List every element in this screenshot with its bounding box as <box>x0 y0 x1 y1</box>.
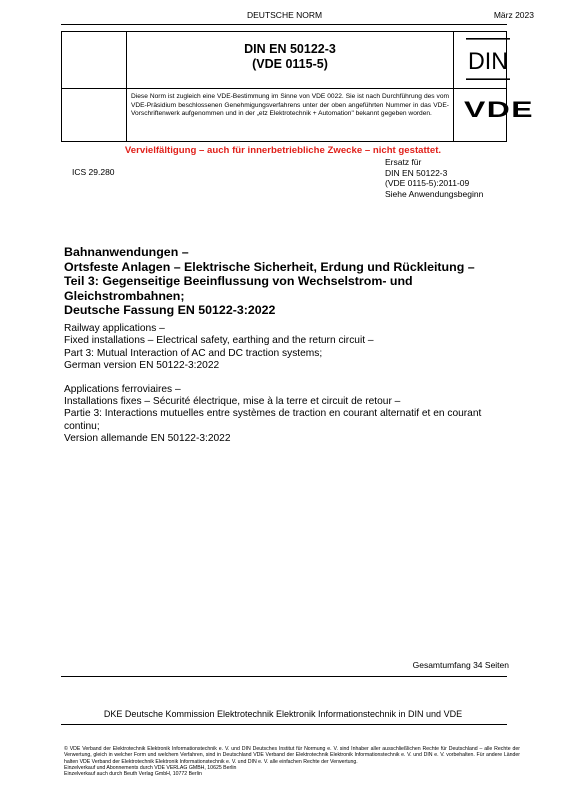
vde-logo-icon <box>464 97 536 121</box>
footer-rule-bottom <box>61 724 507 725</box>
total-pages: Gesamtumfang 34 Seiten <box>412 660 509 670</box>
title-english-line: Railway applications – <box>64 323 165 334</box>
ics-code: ICS 29.280 <box>72 167 115 177</box>
title-english-line: German version EN 50122-3:2022 <box>64 360 220 372</box>
sales-info: Einzelverkauf und Abonnements durch VDE VERLAG GMBH, 10625 Berlin <box>64 764 237 771</box>
title-french-line: Version allemande EN 50122-3:2022 <box>64 432 231 444</box>
vde-number: (VDE 0115-5) <box>252 57 328 71</box>
replacement-info <box>385 157 483 199</box>
title-german-line: Gleichstrombahnen; <box>64 288 185 303</box>
svg-text:VDE: VDE <box>464 97 534 121</box>
replacement-line: Ersatz für <box>385 157 422 167</box>
replacement-line: (VDE 0115-5):2011-09 <box>385 178 470 189</box>
title-german-line: Teil 3: Gegenseitige Beeinflussung von Wechselstrom- und <box>64 274 413 289</box>
header-rule <box>61 24 507 25</box>
title-french <box>64 384 509 445</box>
title-german <box>64 245 504 318</box>
din-logo-icon <box>466 38 510 80</box>
title-english-line: Part 3: Mutual Interaction of AC and DC traction systems; <box>64 347 323 359</box>
doc-number-cell <box>126 32 454 88</box>
din-logo <box>466 38 510 80</box>
replacement-line: Siehe Anwendungsbeginn <box>385 188 484 199</box>
copyright-text: © VDE Verband der Elektrotechnik Elektronik Informationstechnik e. V. und DIN Deutsches Institut für Normung e. V. sind Inhaber aller ausschließlichen Rechte für Deutschland – alle Rechte der Verwertung, gleich in welcher Form und welchem Verfahren, sind in Deutschland VDE Verband der Elektrotechnik Elektronik Informationstechnik e. V. und DIN e. V. vorbehalten. Für andere Länder halten VDE Verband der Elektrotechnik Elektronik Informationstechnik e. V. und DIN e. V. alle einfachen Rechte der Verwertung. <box>64 746 520 765</box>
norm-type-label: DEUTSCHE NORM <box>247 10 323 20</box>
title-block <box>61 31 534 142</box>
title-english <box>64 323 504 373</box>
title-english-line: Fixed installations – Electrical safety, earthing and the return circuit – <box>64 335 374 347</box>
title-french-line: Installations fixes – Sécurité électrique, mise à la terre et circuit de retour – <box>64 396 401 408</box>
committee-name: DKE Deutsche Kommission Elektrotechnik Elektronik Informationstechnik in DIN und VDE <box>103 709 463 719</box>
vde-logo <box>464 97 536 127</box>
footer-rule-top <box>61 676 507 677</box>
title-french-line: Applications ferroviaires – <box>64 384 181 395</box>
replacement-line: DIN EN 50122-3 <box>385 167 448 178</box>
copyright-notice <box>64 746 520 777</box>
svg-text:DIN: DIN <box>468 48 508 75</box>
vde-note: Diese Norm ist zugleich eine VDE-Bestimmung im Sinne von VDE 0022. Sie ist nach Durchführung des vom VDE-Präsidium beschlossenen Genehmigungsverfahrens unter der oben angeführten Nummer in das VDE-Vorschriftenwerk aufgenommen und in der „etz Elektrotechnik + Automation" bekannt gegeben worden. <box>131 93 449 118</box>
title-german-line: Bahnanwendungen – <box>64 245 189 259</box>
title-german-line: Ortsfeste Anlagen – Elektrische Sicherheit, Erdung und Rückleitung – <box>64 259 475 274</box>
issue-date: März 2023 <box>493 10 534 20</box>
doc-number: DIN EN 50122-3 <box>244 42 336 56</box>
vde-note-cell <box>126 88 454 141</box>
copy-warning: Vervielfältigung – auch für innerbetriebliche Zwecke – nicht gestattet. <box>124 145 442 156</box>
title-french-line: Partie 3: Interactions mutuelles entre systèmes de traction en courant alternatif et en courant continu; <box>64 408 482 432</box>
sales-info: Einzelverkauf auch durch Beuth Verlag GmbH, 10772 Berlin <box>64 771 202 778</box>
title-german-line: Deutsche Fassung EN 50122-3:2022 <box>64 303 276 318</box>
